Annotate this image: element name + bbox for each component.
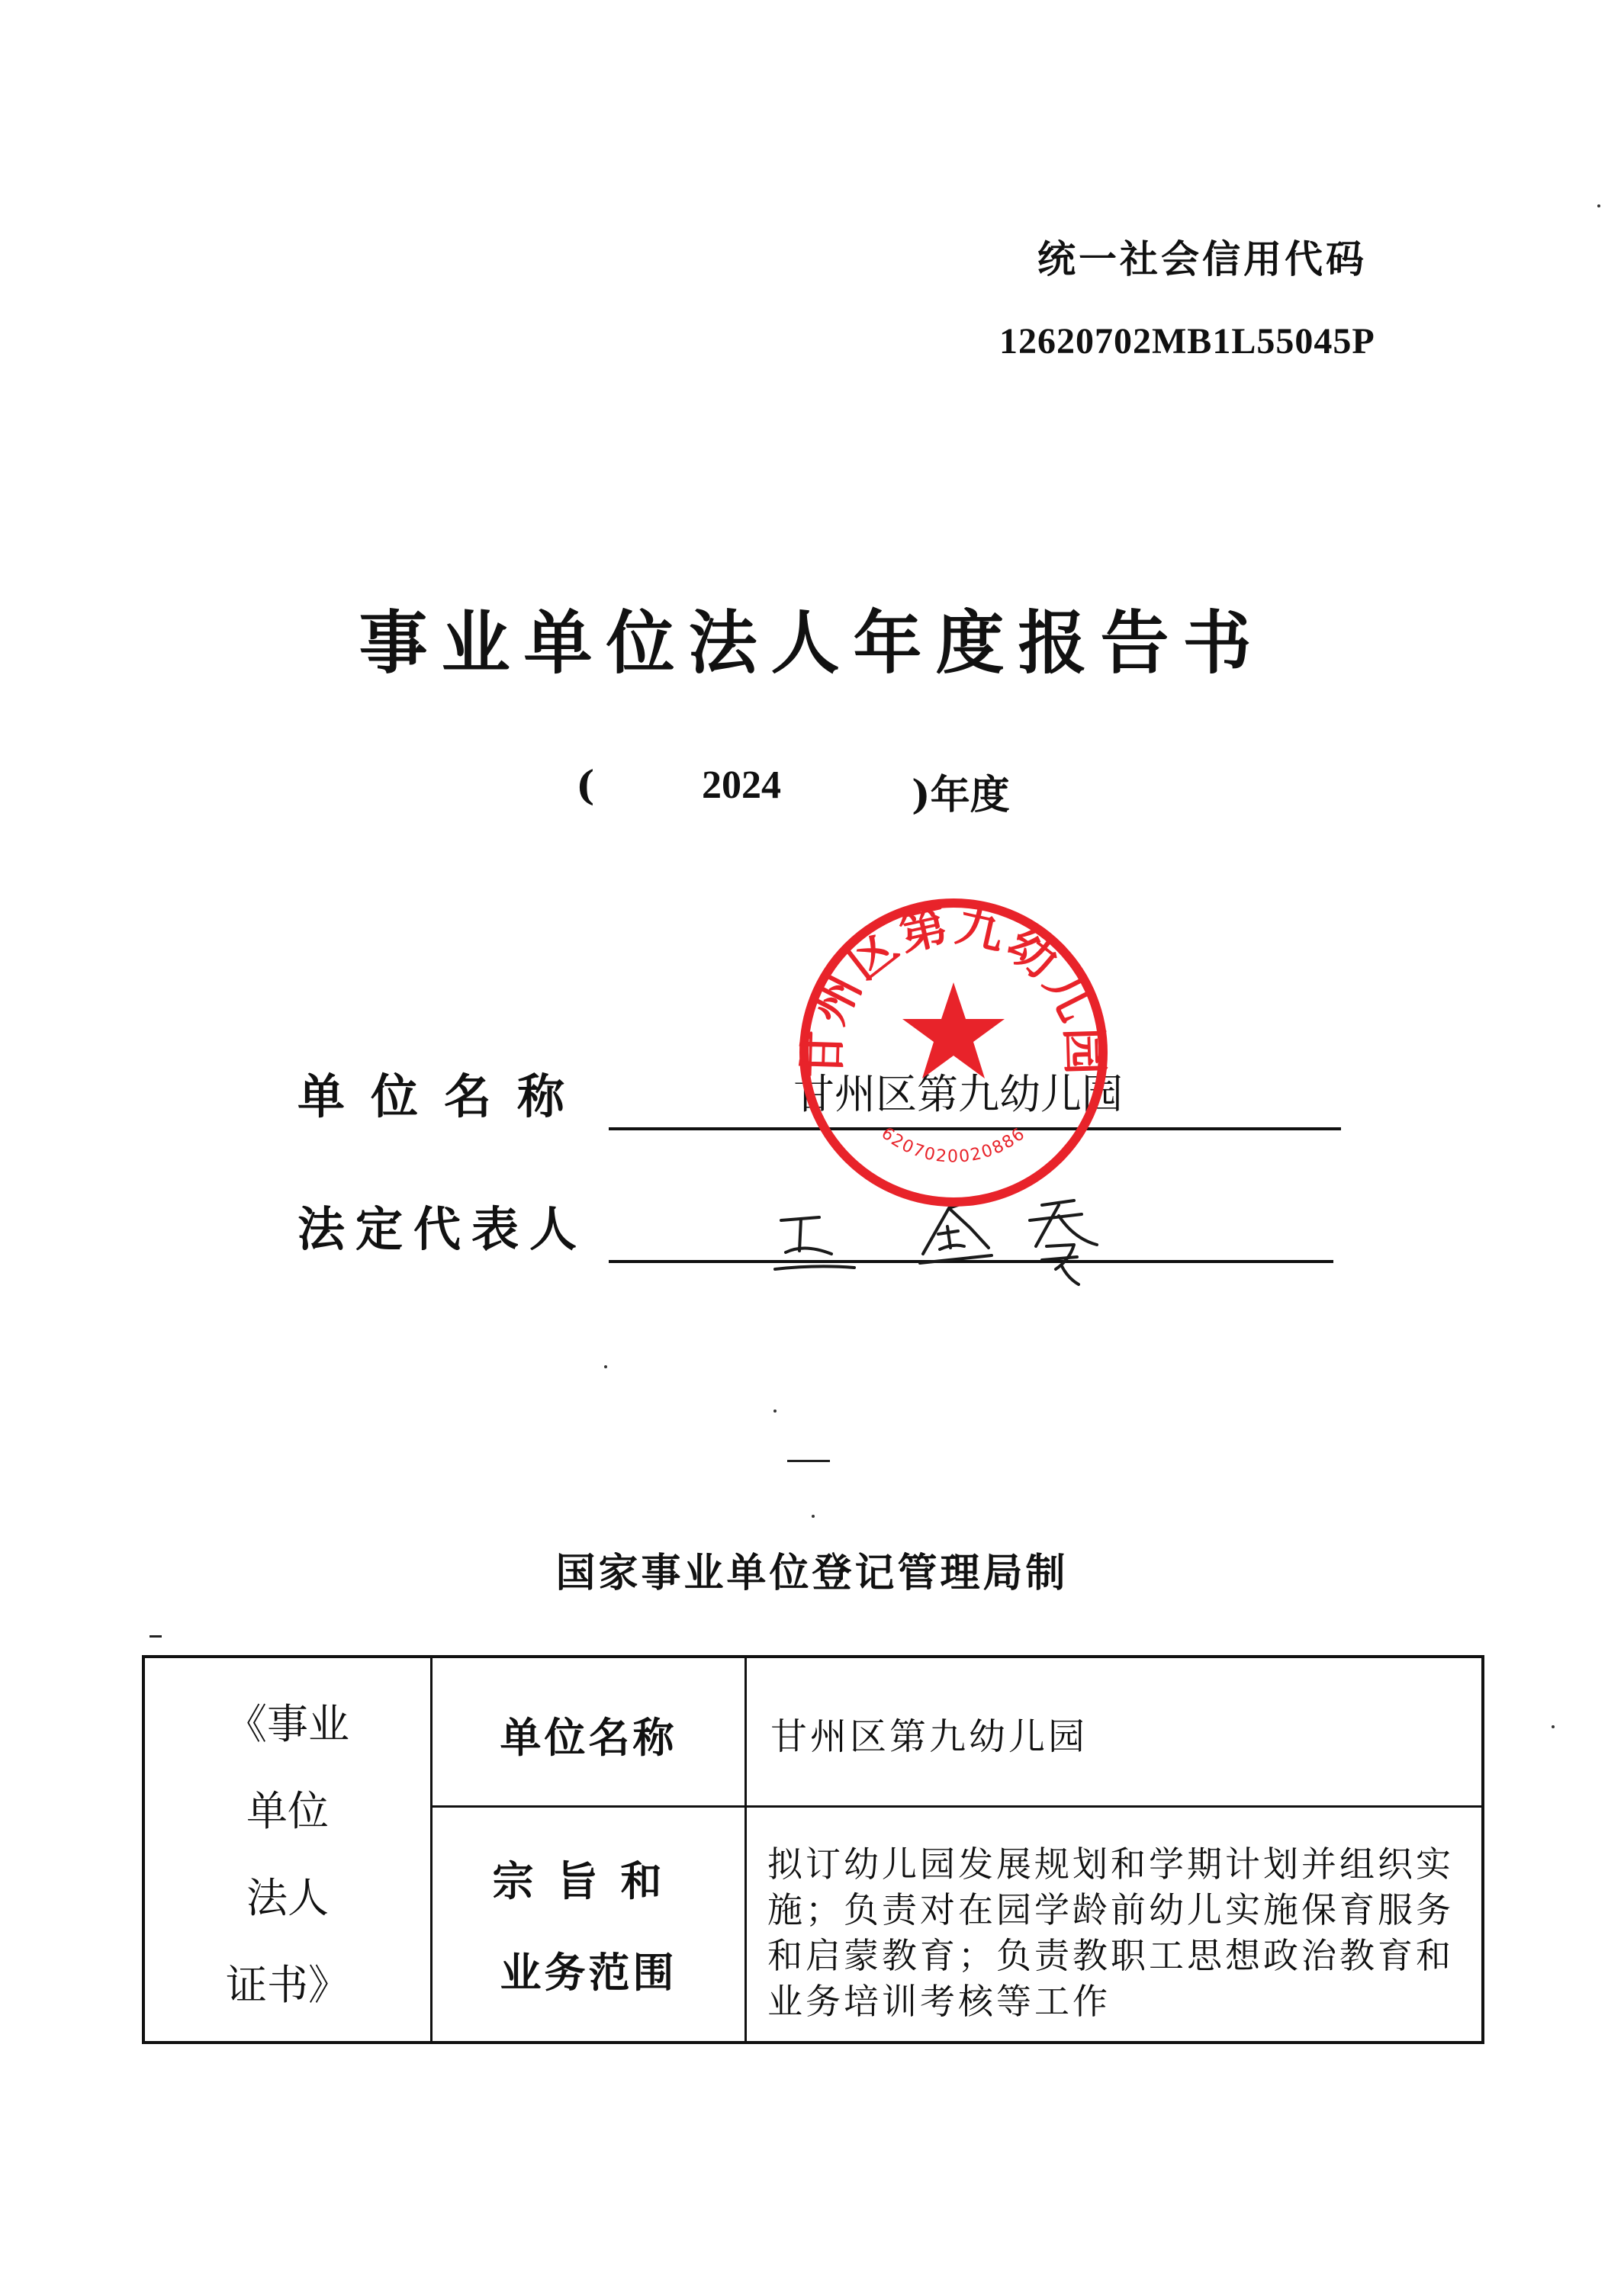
year-open-paren: (: [576, 763, 595, 809]
certificate-title-line: 单位: [246, 1787, 329, 1835]
document-title: 事业单位法人年度报告书: [359, 603, 1265, 683]
table-divider-vertical: [744, 1658, 747, 2041]
legal-representative-label: 法定代表人: [297, 1201, 588, 1257]
business-scope-line: 业务培训考核等工作: [767, 1981, 1111, 2022]
dot-mark: [604, 1365, 607, 1368]
dot-mark: [1552, 1725, 1555, 1728]
certificate-title-line: 证书》: [226, 1961, 349, 2009]
credit-code-value: 12620702MB1L55045P: [999, 321, 1375, 362]
dot-mark: [1597, 204, 1600, 207]
table-purpose-label-line1: 宗旨和: [492, 1856, 685, 1905]
credit-code-label: 统一社会信用代码: [1037, 236, 1367, 281]
certificate-title-line: 《事业: [226, 1700, 349, 1748]
table-purpose-label-line2: 业务范围: [500, 1948, 677, 1997]
table-unit-name-label: 单位名称: [500, 1713, 677, 1762]
business-scope-line: 拟订幼儿园发展规划和学期计划并组织实: [767, 1843, 1454, 1885]
unit-name-value: 甘州区第九幼儿园: [793, 1070, 1123, 1118]
svg-text:6207020020886: [878, 1124, 1030, 1167]
table-business-scope: [767, 1841, 1469, 2024]
issuer-text: 国家事业单位登记管理局制: [555, 1550, 1069, 1596]
business-scope-line: 施；负责对在园学龄前幼儿实施保育服务: [767, 1889, 1454, 1930]
table-divider-horizontal: [430, 1805, 1484, 1808]
table-unit-name-value: 甘州区第九幼儿园: [770, 1715, 1089, 1758]
divider-mark: [787, 1460, 830, 1462]
official-seal-icon: [793, 892, 1114, 1213]
unit-name-label: 单位名称: [297, 1069, 591, 1124]
year-suffix: )年度: [912, 772, 1010, 818]
certificate-title-cell: [145, 1681, 430, 2029]
dot-mark: [812, 1515, 815, 1518]
dash-mark: [150, 1635, 162, 1638]
dot-mark: [773, 1409, 777, 1413]
business-scope-line: 和启蒙教育；负责教职工思想政治教育和: [767, 1935, 1454, 1976]
certificate-title-line: 法人: [246, 1874, 329, 1922]
seal-text: 甘州区第九幼儿园: [794, 895, 1113, 1079]
certificate-table: [142, 1655, 1484, 2044]
report-year: 2024: [702, 763, 781, 807]
seal-number: 6207020020886: [877, 1123, 1030, 1167]
